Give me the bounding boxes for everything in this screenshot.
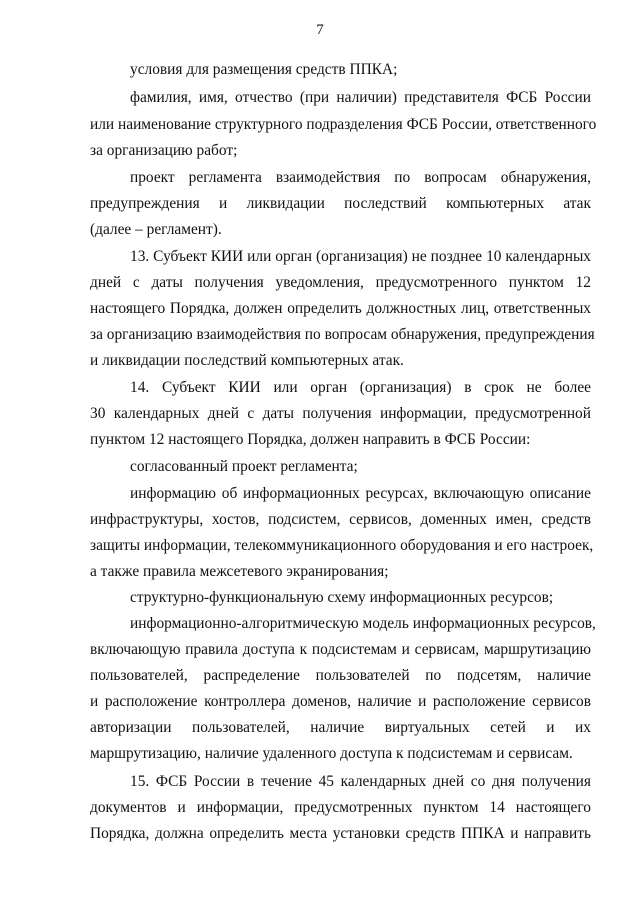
text-line: 30 календарных дней с даты получения информации, предусмотренной bbox=[90, 405, 591, 422]
text-line: и расположение контроллера доменов, наличие и расположение сервисов bbox=[90, 693, 591, 710]
text-line: 15. ФСБ России в течение 45 календарных дней со дня получения bbox=[130, 773, 591, 790]
text-line: пунктом 12 настоящего Порядка, должен направить в ФСБ России: bbox=[90, 431, 531, 448]
page-number: 7 bbox=[316, 22, 324, 38]
text-line: фамилия, имя, отчество (при наличии) представителя ФСБ России bbox=[130, 89, 591, 106]
text-line: документов и информации, предусмотренных пунктом 14 настоящего bbox=[90, 799, 591, 816]
text-line: за организацию взаимодействия по вопросам обнаружения, предупреждения bbox=[90, 326, 595, 343]
text-line: условия для размещения средств ППКА; bbox=[130, 61, 398, 78]
text-line: настоящего Порядка, должен определить должностных лиц, ответственных bbox=[90, 300, 591, 317]
text-line: информационно-алгоритмическую модель информационных ресурсов, bbox=[130, 615, 596, 632]
text-line: 14. Субъект КИИ или орган (организация) в срок не более bbox=[130, 379, 591, 396]
text-line: инфраструктуры, хостов, подсистем, сервисов, доменных имен, средств bbox=[90, 511, 591, 528]
text-line: за организацию работ; bbox=[90, 142, 238, 159]
text-line: а также правила межсетевого экранирования; bbox=[90, 563, 389, 580]
text-line: включающую правила доступа к подсистемам и сервисам, маршрутизацию bbox=[90, 641, 591, 658]
text-line: структурно-функциональную схему информационных ресурсов; bbox=[130, 589, 554, 606]
text-line: проект регламента взаимодействия по вопросам обнаружения, bbox=[130, 169, 591, 186]
text-line: (далее – регламент). bbox=[90, 221, 222, 238]
text-line: информацию об информационных ресурсах, включающую описание bbox=[130, 485, 591, 502]
text-line: Порядка, должна определить места установки средств ППКА и направить bbox=[90, 825, 591, 842]
text-line: маршрутизацию, наличие удаленного доступа к подсистемам и сервисам. bbox=[90, 745, 573, 762]
text-line: защиты информации, телекоммуникационного оборудования и его настроек, bbox=[90, 537, 594, 554]
text-line: авторизации пользователей, наличие виртуальных сетей и их bbox=[90, 719, 591, 736]
text-line: пользователей, распределение пользователей по подсетям, наличие bbox=[90, 667, 591, 684]
text-line: 13. Субъект КИИ или орган (организация) не позднее 10 календарных bbox=[130, 248, 591, 265]
text-line: или наименование структурного подразделения ФСБ России, ответственного bbox=[90, 116, 597, 133]
text-line: предупреждения и ликвидации последствий компьютерных атак bbox=[90, 195, 591, 212]
text-line: дней с даты получения уведомления, предусмотренного пунктом 12 bbox=[90, 274, 591, 291]
text-line: согласованный проект регламента; bbox=[130, 458, 358, 475]
text-line: и ликвидации последствий компьютерных атак. bbox=[90, 352, 404, 369]
